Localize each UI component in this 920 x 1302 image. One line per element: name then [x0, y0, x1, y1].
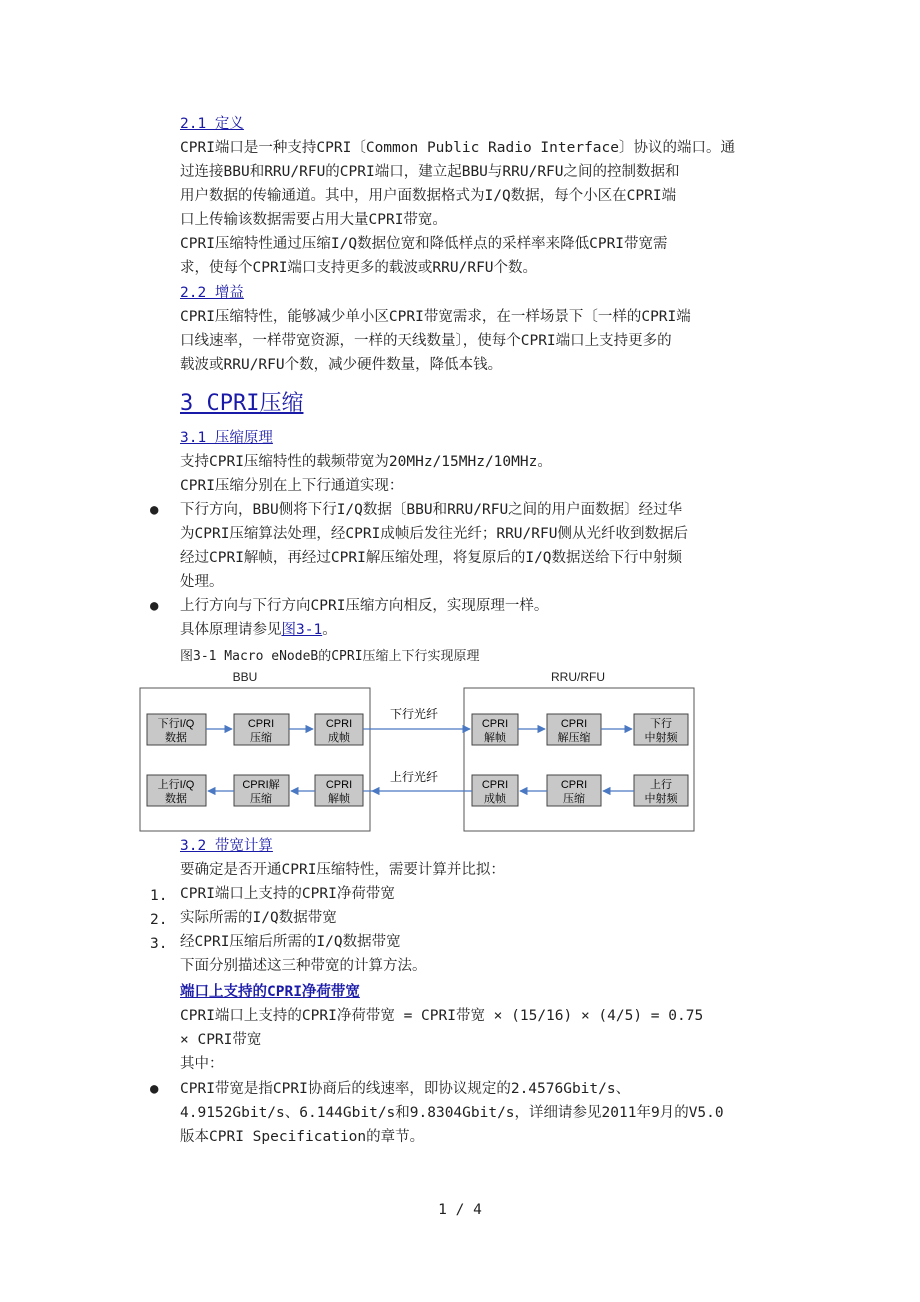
list-number: 3. [150, 936, 168, 952]
sec21-p2-line1: CPRI压缩特性通过压缩I/Q数据位宽和降低样点的采样率来降低CPRI带宽需 [180, 236, 668, 252]
sec22-p1-line1: CPRI压缩特性，能够减少单小区CPRI带宽需求，在一样场景下〔一样的CPRI端 [180, 309, 691, 325]
ref-suffix: 。 [322, 622, 337, 638]
list-item-3: 经CPRI压缩后所需的I/Q数据带宽 [180, 934, 401, 950]
sec31-bullet1-line4: 处理。 [180, 574, 224, 590]
sec22-p1-line2: 口线速率，一样带宽资源，一样的天线数量〕，使每个CPRI端口上支持更多的 [180, 333, 672, 349]
block-text: 压缩 [250, 793, 272, 805]
block-ul-decomp [234, 775, 289, 806]
payload-bandwidth-heading[interactable]: 端口上支持的CPRI净荷带宽 [180, 984, 360, 1000]
ref-prefix: 具体原理请参见 [180, 622, 282, 638]
section-3-2-heading[interactable]: 3.2 带宽计算 [180, 838, 273, 854]
block-dl-deframe [472, 714, 518, 745]
sec21-p1-line1: CPRI端口是一种支持CPRI〔Common Public Radio Interface〕协议的端口。通 [180, 140, 735, 156]
block-ul-rf [634, 775, 688, 806]
block-text: 上行I/Q [157, 779, 195, 791]
section-2-2-heading[interactable]: 2.2 增益 [180, 285, 244, 301]
block-dl-iq [147, 714, 206, 745]
section-2-1-heading[interactable]: 2.1 定义 [180, 116, 244, 132]
block-dl-decomp [547, 714, 601, 745]
block-text: CPRI解 [242, 779, 280, 791]
sec31-bullet2: 上行方向与下行方向CPRI压缩方向相反，实现原理一样。 [180, 598, 549, 614]
block-text: 成帧 [484, 793, 506, 805]
block-dl-comp [234, 714, 289, 745]
sec31-bullet1-line1: 下行方向，BBU侧将下行I/Q数据〔BBU和RRU/RFU之间的用户面数据〕经过华 [180, 502, 683, 518]
block-text: CPRI [325, 718, 353, 730]
block-text: 解帧 [484, 732, 506, 744]
sec31-bullet1-line3: 经过CPRI解帧，再经过CPRI解压缩处理，将复原后的I/Q数据送给下行中射频 [180, 550, 683, 566]
block-ul-frame [472, 775, 518, 806]
block-ul-deframe [315, 775, 363, 806]
bullet-dot: ● [150, 598, 159, 614]
block-text: 下行 [650, 718, 672, 730]
block-text: CPRI [560, 718, 588, 730]
rru-frame [464, 688, 694, 831]
formula-line2: × CPRI带宽 [180, 1032, 262, 1048]
block-text: CPRI [481, 718, 509, 730]
sec32-bullet-line1: CPRI带宽是指CPRI协商后的线速率，即协议规定的2.4576Gbit/s、 [180, 1081, 631, 1097]
list-number: 2. [150, 912, 168, 928]
section-3-1-heading[interactable]: 3.1 压缩原理 [180, 430, 273, 446]
block-text: 解帧 [328, 793, 350, 805]
block-text: 数据 [165, 793, 187, 805]
uplink-label: 上行光纤 [389, 770, 439, 784]
block-dl-frame [315, 714, 363, 745]
figure-reference-line [180, 618, 337, 642]
rru-label: RRU/RFU [551, 670, 605, 684]
sec32-p2: 下面分别描述这三种带宽的计算方法。 [180, 958, 427, 974]
bbu-label: BBU [232, 670, 258, 684]
where-label: 其中： [180, 1056, 224, 1072]
formula-line1: CPRI端口上支持的CPRI净荷带宽 = CPRI带宽 × (15/16) × (4/5) = 0.75 [180, 1008, 704, 1024]
sec31-p2: CPRI压缩分别在上下行通道实现： [180, 478, 404, 494]
figure-caption: 图3-1 Macro eNodeB的CPRI压缩上下行实现原理 [180, 649, 480, 664]
downlink-label: 下行光纤 [389, 707, 439, 721]
sec21-p1-line3: 用户数据的传输通道。其中，用户面数据格式为I/Q数据，每个小区在CPRI端 [180, 188, 677, 204]
block-text: 上行 [650, 779, 672, 791]
section-3-heading[interactable]: 3 CPRI压缩 [180, 391, 304, 416]
block-dl-rf [634, 714, 688, 745]
block-text: CPRI [325, 779, 353, 791]
list-number: 1. [150, 888, 168, 904]
figure-3-1-link[interactable]: 图3-1 [281, 622, 323, 638]
block-text: CPRI [247, 718, 275, 730]
block-text: 成帧 [328, 732, 350, 744]
sec32-p1: 要确定是否开通CPRI压缩特性，需要计算并比拟： [180, 862, 505, 878]
sec21-p2-line2: 求，使每个CPRI端口支持更多的载波或RRU/RFU个数。 [180, 260, 538, 276]
sec32-bullet-line2: 4.9152Gbit/s、6.144Gbit/s和9.8304Gbit/s，详细请参见2011年9月的V5.0 [180, 1105, 724, 1121]
list-item-1: CPRI端口上支持的CPRI净荷带宽 [180, 886, 395, 902]
sec21-p1-line4: 口上传输该数据需要占用大量CPRI带宽。 [180, 212, 447, 228]
block-text: 解压缩 [557, 732, 591, 744]
sec31-bullet1-line2: 为CPRI压缩算法处理，经CPRI成帧后发往光纤；RRU/RFU侧从光纤收到数据后 [180, 526, 688, 542]
block-text: 下行I/Q [157, 718, 195, 730]
bullet-dot: ● [150, 502, 159, 518]
block-text: 中射频 [644, 732, 678, 744]
sec22-p1-line3: 载波或RRU/RFU个数，减少硬件数量，降低本钱。 [180, 357, 503, 373]
sec32-bullet-line3: 版本CPRI Specification的章节。 [180, 1129, 425, 1145]
block-ul-comp [547, 775, 601, 806]
list-item-2: 实际所需的I/Q数据带宽 [180, 910, 337, 926]
bbu-frame [140, 688, 370, 831]
block-text: 中射频 [644, 793, 678, 805]
cpri-compression-diagram [0, 660, 920, 840]
block-text: CPRI [560, 779, 588, 791]
block-text: 数据 [165, 732, 187, 744]
sec21-p1-line2: 过连接BBU和RRU/RFU的CPRI端口，建立起BBU与RRU/RFU之间的控制数据和 [180, 164, 680, 180]
block-text: CPRI [481, 779, 509, 791]
block-ul-iq [147, 775, 206, 806]
page-number: 1 / 4 [438, 1202, 482, 1218]
sec31-p1: 支持CPRI压缩特性的载频带宽为20MHz/15MHz/10MHz。 [180, 454, 552, 470]
bullet-dot: ● [150, 1081, 159, 1097]
block-text: 压缩 [250, 732, 272, 744]
block-text: 压缩 [563, 793, 585, 805]
